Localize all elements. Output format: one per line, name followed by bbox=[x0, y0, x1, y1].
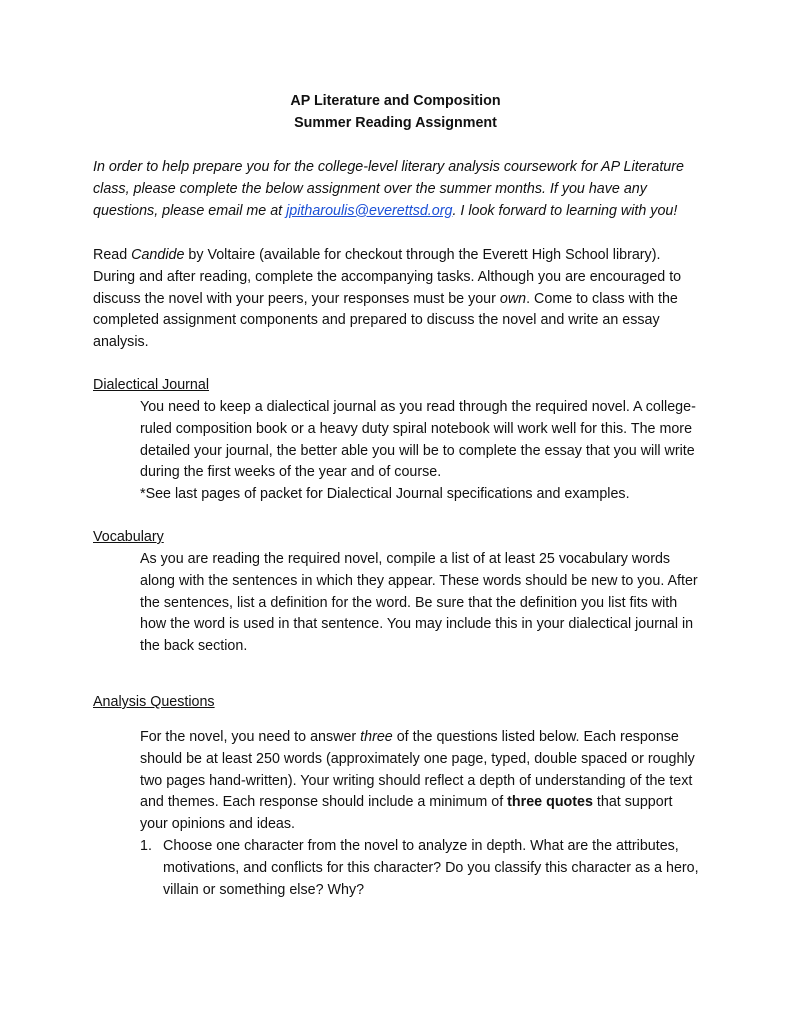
reading-text-2: by Voltaire (available for checkout through the Everett High School library). During and after reading, complete the accompanying tasks. Although you are encouraged to discuss the novel with your peers, your responses must be your bbox=[93, 247, 682, 307]
document-subtitle: Summer Reading Assignment bbox=[294, 115, 497, 131]
intro-text: In order to help prepare you for the college-level literary analysis coursework for AP Literature class, please complete the below assignment over the summer months. If you have any questions, please email me at bbox=[93, 159, 684, 219]
own-emphasis: own bbox=[499, 290, 527, 307]
reading-text-1: Read bbox=[93, 247, 132, 263]
question-text: Choose one character from the novel to analyze in depth. What are the attributes, motivations, and conflicts for this character? Do you classify this character as a hero, villain or something else? Why? bbox=[163, 838, 699, 898]
analysis-question-item bbox=[140, 836, 700, 901]
question-number: 1. bbox=[140, 838, 152, 854]
vocabulary-heading: Vocabulary bbox=[93, 529, 164, 545]
three-quotes-bold: three quotes bbox=[507, 794, 593, 811]
analysis-intro-text-3: that support your opinions and ideas. bbox=[140, 794, 673, 833]
dialectical-journal-section bbox=[140, 397, 700, 506]
vocabulary-body: As you are reading the required novel, compile a list of at least 25 vocabulary words along with the sentences in which they appear. These words should be new to you. After the sentences, list a definition for the word. Be sure that the definition you list fits with how the word is used in that sentence. You may include this in your dialectical journal in the back section. bbox=[140, 551, 698, 655]
analysis-intro-text-2: of the questions listed below. Each response should be at least 250 words (approximately one page, typed, double spaced or roughly two pages hand-written). Your writing should reflect a depth of understanding of the text and themes. Each response should include a minimum of bbox=[140, 729, 695, 811]
book-title: Candide bbox=[131, 247, 185, 263]
three-emphasis: three bbox=[360, 729, 393, 745]
intro-paragraph bbox=[93, 157, 703, 222]
document-title: AP Literature and Composition bbox=[290, 93, 501, 109]
analysis-intro-text-1: For the novel, you need to answer bbox=[140, 729, 361, 745]
intro-closing-text: . I look forward to learning with you! bbox=[452, 202, 678, 219]
reading-text-3: . Come to class with the completed assignment components and prepared to discuss the novel and write an essay analysis. bbox=[93, 290, 678, 351]
dialectical-journal-note: *See last pages of packet for Dialectical Journal specifications and examples. bbox=[140, 486, 630, 503]
dialectical-journal-heading: Dialectical Journal bbox=[93, 377, 210, 393]
analysis-intro-paragraph bbox=[140, 727, 700, 836]
analysis-questions-heading: Analysis Questions bbox=[93, 694, 215, 710]
email-link[interactable]: jpitharoulis@everettsd.org bbox=[286, 202, 453, 219]
dialectical-journal-body: You need to keep a dialectical journal as you read through the required novel. A college-ruled composition book or a heavy duty spiral notebook will work well for this. The more detailed your journal, the better able you will be to complete the essay that you will write during the first weeks of the year and of course. bbox=[140, 399, 696, 481]
reading-paragraph bbox=[93, 245, 703, 354]
analysis-questions-list bbox=[140, 836, 700, 901]
